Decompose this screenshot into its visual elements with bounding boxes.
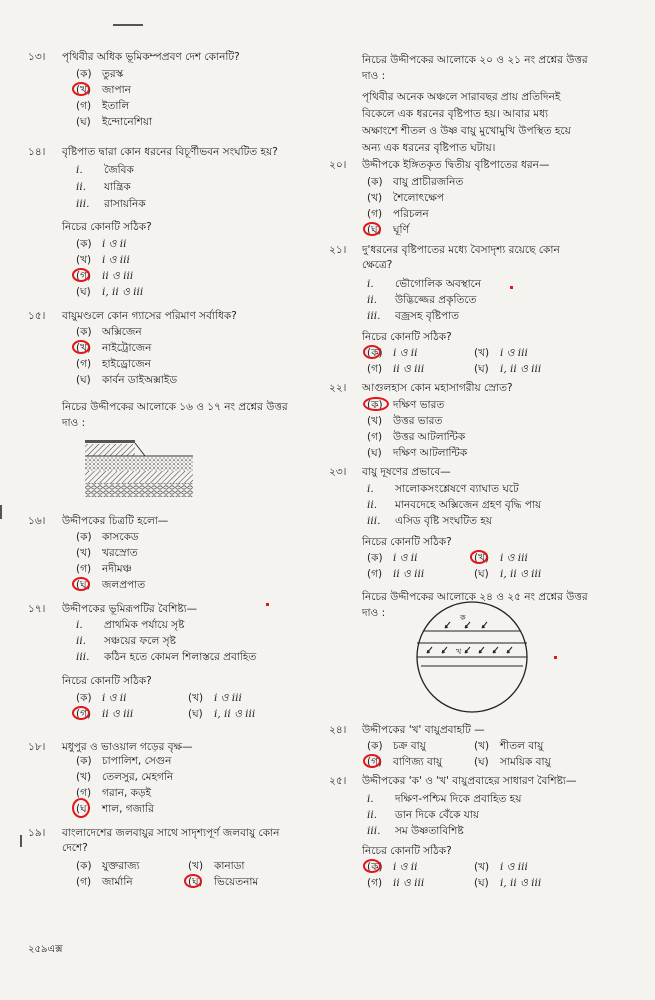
which-correct: নিচের কোনটি সঠিক? bbox=[362, 845, 452, 857]
answer-mark-circle bbox=[363, 859, 381, 873]
option-kha[interactable]: (খ) তেলসুর, মেহগনি bbox=[76, 771, 174, 783]
question-number: ১৫। bbox=[28, 310, 46, 322]
ink-smudge bbox=[113, 24, 143, 26]
option-gha[interactable]: (ঘ) সাময়িক বায়ু bbox=[474, 756, 551, 768]
option-gha[interactable]: (ঘ) কার্বন ডাইঅক্সাইড bbox=[76, 374, 178, 386]
question-stem: উদ্দীপকের 'ক' ও 'খ' বায়ুপ্রবাহের সাধারণ বৈশিষ্ট্য— bbox=[362, 775, 577, 787]
statement-iii: iii. কঠিন হতে কোমল শিলাস্তরে প্রবাহিত bbox=[76, 651, 257, 663]
statement-iii: iii. রাসায়নিক bbox=[76, 198, 146, 210]
which-correct: নিচের কোনটি সঠিক? bbox=[362, 331, 452, 343]
red-dot bbox=[554, 656, 557, 659]
question-stem-cont: ক্ষেত্রে? bbox=[362, 259, 393, 271]
stimulus-instruction-cont: দাও : bbox=[362, 607, 386, 619]
question-stem: বায়ু দূষণের প্রভাবে— bbox=[362, 466, 451, 478]
option-gha[interactable]: (ঘ) শাল, গজারি bbox=[76, 802, 154, 816]
option-ga[interactable]: (গ) ii ও iii bbox=[367, 877, 425, 889]
question-number: ২৪। bbox=[329, 724, 347, 736]
label-kha: খ bbox=[456, 647, 462, 656]
statement-ii: ii. মানবদেহে অক্সিজেন গ্রহণ বৃদ্ধি পায় bbox=[367, 499, 542, 511]
option-ga[interactable]: (গ) বাণিজ্য বায়ু bbox=[367, 755, 442, 769]
statement-i: i. সালোকসংশ্লেষণে ব্যাঘাত ঘটে bbox=[367, 483, 519, 495]
option-kha[interactable]: (খ) i ও iii bbox=[474, 551, 528, 565]
question-stem: বায়ুমণ্ডলে কোন গ্যাসের পরিমাণ সর্বাধিক? bbox=[62, 310, 237, 322]
option-ga[interactable]: (গ) ii ও iii bbox=[76, 707, 133, 721]
option-ka[interactable]: (ক) i ও ii bbox=[76, 238, 127, 250]
option-kha[interactable]: (খ) i ও iii bbox=[188, 692, 242, 704]
option-ga[interactable]: (গ) গরান, কড়ই bbox=[76, 787, 151, 799]
question-stem: পৃথিবীর অধিক ভূমিকম্পপ্রবণ দেশ কোনটি? bbox=[62, 51, 240, 63]
statement-ii: ii. যান্ত্রিক bbox=[76, 181, 131, 193]
statement-i: i. ভৌগোলিক অবস্থানে bbox=[367, 278, 482, 290]
question-17 bbox=[28, 602, 323, 722]
option-gha[interactable]: (ঘ) i, ii ও iii bbox=[474, 363, 542, 375]
option-gha[interactable]: (ঘ) দক্ষিণ আটলান্টিক bbox=[367, 447, 468, 459]
option-gha[interactable]: (ঘ) i, ii ও iii bbox=[76, 286, 144, 298]
question-number: ১৬। bbox=[28, 515, 46, 527]
statement-ii: ii. ডান দিকে বেঁকে যায় bbox=[367, 809, 480, 821]
question-stem: উদ্দীপকের 'খ' বায়ুপ্রবাহটি — bbox=[362, 724, 485, 736]
option-ka[interactable]: (ক) i ও ii bbox=[367, 346, 417, 360]
option-ka[interactable]: (ক) i ও ii bbox=[367, 860, 417, 874]
question-21 bbox=[329, 243, 649, 373]
question-stem: উদ্দীপকের চিত্রটি হলো— bbox=[62, 515, 169, 527]
option-ga[interactable]: (গ) ii ও iii bbox=[367, 363, 425, 375]
option-ga[interactable]: (গ) উত্তর আটলান্টিক bbox=[367, 431, 466, 443]
question-23 bbox=[329, 465, 649, 585]
option-ka[interactable]: (ক) দক্ষিণ ভারত bbox=[367, 398, 444, 412]
option-gha[interactable]: (ঘ) ইন্দোনেশিয়া bbox=[76, 116, 153, 128]
question-stem: উদ্দীপকে ইঙ্গিতকৃত দ্বিতীয় বৃষ্টিপাতের ধরন— bbox=[362, 159, 550, 171]
question-number: ১৩। bbox=[28, 51, 46, 63]
which-correct: নিচের কোনটি সঠিক? bbox=[362, 536, 452, 548]
margin-mark bbox=[20, 835, 22, 847]
option-gha[interactable]: (ঘ) i, ii ও iii bbox=[188, 708, 256, 720]
stimulus-instruction: নিচের উদ্দীপকের আলোকে ১৬ ও ১৭ নং প্রশ্নের উত্তর bbox=[62, 401, 288, 413]
option-ka[interactable]: (ক) চক্র বায়ু bbox=[367, 740, 426, 752]
statement-ii: ii. সঞ্চয়ের ফলে সৃষ্ট bbox=[76, 635, 176, 647]
question-number: ২৩। bbox=[329, 466, 347, 478]
stimulus-text-line-4: অন্য এক ধরনের বৃষ্টিপাত ঘটায়। bbox=[362, 142, 496, 154]
option-gha[interactable]: (ঘ) i, ii ও iii bbox=[474, 877, 542, 889]
question-24 bbox=[329, 723, 649, 773]
question-25 bbox=[329, 774, 649, 894]
option-ga[interactable]: (গ) ii ও iii bbox=[76, 269, 133, 283]
page-footer-code: ২৫৯এক্স bbox=[28, 944, 63, 955]
question-16 bbox=[28, 514, 318, 594]
question-number: ২০। bbox=[329, 159, 347, 171]
option-ga[interactable]: (গ) পরিচলন bbox=[367, 208, 429, 220]
option-gha[interactable]: (ঘ) ঘূর্ণি bbox=[367, 223, 409, 237]
option-kha[interactable]: (খ) শৈলোৎক্ষেপ bbox=[367, 192, 445, 204]
answer-mark-circle bbox=[72, 798, 90, 818]
answer-mark-circle bbox=[363, 397, 389, 411]
question-20 bbox=[329, 158, 649, 238]
option-kha[interactable]: (খ) উত্তর ভারত bbox=[367, 415, 443, 427]
answer-mark-circle bbox=[470, 550, 488, 564]
question-stem-cont: দেশে? bbox=[62, 842, 88, 854]
answer-mark-circle bbox=[363, 222, 381, 236]
question-number: ২১। bbox=[329, 244, 347, 256]
answer-mark-circle bbox=[363, 345, 381, 359]
question-stem: আগুলহাস কোন মহাসাগরীয় স্রোত? bbox=[362, 382, 513, 394]
which-correct: নিচের কোনটি সঠিক? bbox=[62, 675, 152, 687]
question-stem: মধুপুর ও ভাওয়াল গড়ের বৃক্ষ— bbox=[62, 741, 193, 753]
question-number: ১৯। bbox=[28, 827, 46, 839]
answer-mark-circle bbox=[363, 754, 381, 768]
stimulus-instruction-cont: দাও : bbox=[62, 417, 86, 429]
red-dot bbox=[510, 286, 513, 289]
stimulus-text-line-2: বিকেলে এক ধরনের বৃষ্টিপাত হয়। আবার মধ্য bbox=[362, 108, 549, 120]
option-ka[interactable]: (ক) যুক্তরাজ্য bbox=[76, 860, 140, 872]
option-ka[interactable]: (ক) অক্সিজেন bbox=[76, 326, 142, 338]
answer-mark-circle bbox=[72, 340, 90, 354]
statement-iii: iii. সম উষ্ণতাবিশিষ্ট bbox=[367, 825, 464, 837]
option-ga[interactable]: (গ) হাইড্রোজেন bbox=[76, 358, 151, 370]
question-18 bbox=[28, 740, 318, 820]
stimulus-instruction: নিচের উদ্দীপকের আলোকে ২৪ ও ২৫ নং প্রশ্নের উত্তর bbox=[362, 591, 588, 603]
stimulus-instruction-cont: দাও : bbox=[362, 70, 386, 82]
option-ka[interactable]: (ক) বায়ু প্রাচীরজনিত bbox=[367, 176, 464, 188]
option-ga[interactable]: (গ) ইতালি bbox=[76, 100, 130, 112]
option-kha[interactable]: (খ) খরস্রোত bbox=[76, 547, 138, 559]
question-number: ১৪। bbox=[28, 146, 46, 158]
wind-belt-figure bbox=[412, 600, 532, 714]
stimulus-text-line-1: পৃথিবীর অনেক অঞ্চলে সারাবছর প্রায় প্রতিদিনই bbox=[362, 91, 561, 103]
question-number: ১৭। bbox=[28, 603, 46, 615]
question-number: ২২। bbox=[329, 382, 347, 394]
option-ka[interactable]: (ক) কাসকেড bbox=[76, 531, 139, 543]
option-kha[interactable]: (খ) জাপান bbox=[76, 83, 131, 97]
option-ga[interactable]: (গ) জার্মানি bbox=[76, 876, 133, 888]
option-kha[interactable]: (খ) i ও iii bbox=[76, 254, 130, 266]
question-15 bbox=[28, 309, 318, 389]
stimulus-instruction: নিচের উদ্দীপকের আলোকে ২০ ও ২১ নং প্রশ্নের উত্তর bbox=[362, 54, 588, 66]
option-kha[interactable]: (খ) শীতল বায়ু bbox=[474, 740, 544, 752]
option-ka[interactable]: (ক) i ও ii bbox=[76, 692, 127, 704]
answer-mark-circle bbox=[72, 268, 90, 282]
statement-i: i. প্রাথমিক পর্যায়ে সৃষ্ট bbox=[76, 619, 185, 631]
option-kha[interactable]: (খ) i ও iii bbox=[474, 347, 528, 359]
option-ka[interactable]: (ক) তুরস্ক bbox=[76, 68, 124, 80]
stimulus-text-line-3: অক্ষাংশে শীতল ও উষ্ণ বায়ু মুখোমুখি উপস্থিত হয়ে bbox=[362, 125, 571, 137]
answer-mark-circle bbox=[184, 874, 202, 888]
question-22 bbox=[329, 381, 649, 461]
question-13 bbox=[28, 50, 318, 130]
answer-mark-circle bbox=[72, 706, 90, 720]
option-ka[interactable]: (ক) i ও ii bbox=[367, 552, 418, 564]
option-ga[interactable]: (গ) নদীমঞ্চ bbox=[76, 563, 132, 575]
option-kha[interactable]: (খ) কানাডা bbox=[188, 860, 245, 872]
option-kha[interactable]: (খ) i ও iii bbox=[474, 861, 528, 873]
margin-mark bbox=[0, 505, 2, 519]
label-ka: ক bbox=[460, 613, 466, 622]
statement-iii: iii. এসিড বৃষ্টি সংঘটিত হয় bbox=[367, 515, 493, 527]
statement-i: i. দক্ষিণ-পশ্চিম দিকে প্রবাহিত হয় bbox=[367, 793, 522, 805]
question-number: ১৮। bbox=[28, 741, 46, 753]
statement-ii: ii. উদ্ভিজ্জের প্রকৃতিতে bbox=[367, 294, 477, 306]
option-gha[interactable]: (ঘ) জলপ্রপাত bbox=[76, 578, 145, 592]
which-correct: নিচের কোনটি সঠিক? bbox=[62, 221, 152, 233]
option-gha[interactable]: (ঘ) i, ii ও iii bbox=[474, 568, 542, 580]
question-stem: দু'ধরনের বৃষ্টিপাতের মধ্যে বৈসাদৃশ্য রয়েছে কোন bbox=[362, 244, 560, 256]
option-ga[interactable]: (গ) ii ও iii bbox=[367, 568, 425, 580]
option-ka[interactable]: (ক) চাপালিশ, সেগুন bbox=[76, 755, 172, 767]
question-stem: বাংলাদেশের জলবায়ুর সাথে সাদৃশ্যপূর্ণ জলবায়ু কোন bbox=[62, 827, 280, 839]
option-kha[interactable]: (খ) নাইট্রোজেন bbox=[76, 341, 151, 355]
answer-mark-circle bbox=[72, 577, 90, 591]
waterfall-figure bbox=[85, 435, 193, 497]
question-number: ২৫। bbox=[329, 775, 347, 787]
answer-mark-circle bbox=[72, 82, 90, 96]
option-gha[interactable]: (ঘ) ভিয়েতনাম bbox=[188, 875, 258, 889]
question-stem: বৃষ্টিপাত দ্বারা কোন ধরনের বিচূর্ণীভবন সংঘটিত হয়? bbox=[62, 146, 278, 158]
statement-iii: iii. বজ্রসহ বৃষ্টিপাত bbox=[367, 310, 460, 322]
question-19 bbox=[28, 826, 323, 896]
question-14 bbox=[28, 145, 323, 300]
question-stem: উদ্দীপকের ভূমিরূপটির বৈশিষ্ট্য— bbox=[62, 603, 198, 615]
statement-i: i. জৈবিক bbox=[76, 164, 134, 176]
